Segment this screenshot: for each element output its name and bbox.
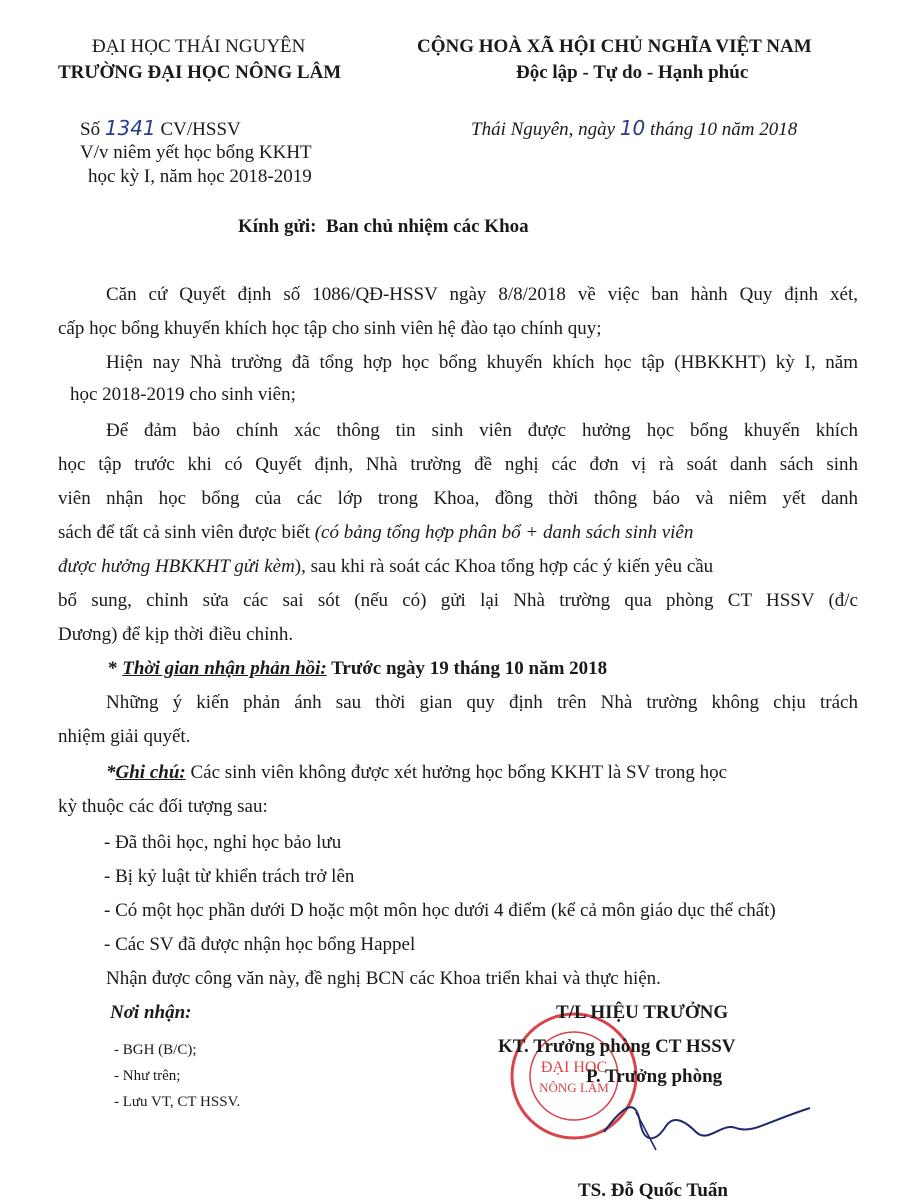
date-part-2: tháng 10 năm 2018 [650, 119, 798, 140]
note-line2: kỳ thuộc các đối tượng sau: [58, 796, 268, 817]
issue-date [471, 116, 797, 141]
para2-line1: Hiện nay Nhà trường đã tổng hợp học bổng khuyến khích học tập (HBKKHT) kỳ I, năm [106, 352, 858, 373]
para3-line4-a: sách để tất cả sinh viên được biết [58, 522, 310, 543]
recipient [238, 216, 529, 238]
handwritten-signature-icon [596, 1092, 816, 1156]
list-item: - Các SV đã được nhận học bổng Happel [104, 934, 416, 955]
para4-line1: Những ý kiến phản ánh sau thời gian quy định trên Nhà trường không chịu trách [106, 692, 858, 713]
recipients-item: - BGH (B/C); [114, 1042, 197, 1058]
note-text: Các sinh viên không được xét hưởng học bổng KKHT là SV trong học [185, 762, 728, 783]
note-label: Ghi chú: [115, 762, 186, 783]
para3-line3: viên nhận học bổng của các lớp trong Khoa, đồng thời thông báo và niêm yết danh [58, 488, 858, 509]
recipients-item: - Lưu VT, CT HSSV. [114, 1094, 241, 1110]
attachment-note: (có bảng tổng hợp phân bổ + danh sách sinh viên [314, 522, 694, 543]
signature-role: KT. Trưởng phòng CT HSSV [498, 1036, 736, 1057]
recipient-label: Kính gửi: [238, 216, 317, 237]
para3-line1: Để đảm bảo chính xác thông tin sinh viên được hưởng học bổng khuyến khích [106, 420, 858, 441]
list-item: - Có một học phần dưới D hoặc một môn học dưới 4 điểm (kể cả môn giáo dục thể chất) [104, 900, 776, 921]
para1-line2: cấp học bổng khuyến khích học tập cho sinh viên hệ đào tạo chính quy; [58, 318, 602, 339]
para3-line5-b: ), sau khi rà soát các Khoa tổng hợp các ý kiến yêu cầu [294, 556, 714, 577]
deadline-label: Thời gian nhận phản hồi: [122, 658, 327, 679]
para3-line2: học tập trước khi có Quyết định, Nhà trường đề nghị các đơn vị rà soát danh sách sinh [58, 454, 858, 475]
national-motto: Độc lập - Tự do - Hạnh phúc [516, 62, 749, 83]
seal-text-1: ĐẠI HỌC [540, 1059, 608, 1076]
signature-subrole: P. Trưởng phòng [586, 1066, 723, 1087]
signature-title: T/L HIỆU TRƯỞNG [556, 1002, 729, 1023]
deadline-value: Trước ngày 19 tháng 10 năm 2018 [326, 658, 608, 679]
school-name: TRƯỜNG ĐẠI HỌC NÔNG LÂM [58, 62, 342, 83]
deadline-star: * [108, 658, 123, 679]
signer-name: TS. Đỗ Quốc Tuấn [578, 1180, 728, 1201]
para3-line6: bổ sung, chỉnh sửa các sai sót (nếu có) gửi lại Nhà trường qua phòng CT HSSV (đ/c [58, 590, 858, 611]
recipients-item: - Như trên; [114, 1068, 181, 1084]
note-star: * [106, 762, 116, 783]
list-item: - Bị kỷ luật từ khiển trách trở lên [104, 866, 355, 887]
para3-line7: Dương) để kịp thời điều chỉnh. [58, 624, 294, 645]
deadline [108, 652, 607, 686]
para4-line2: nhiệm giải quyết. [58, 726, 191, 747]
doc-number-suffix: CV/HSSV [160, 119, 241, 140]
doc-number-handwritten: 1341 [104, 116, 156, 140]
recipients-title: Nơi nhận: [110, 1002, 192, 1023]
doc-number-prefix: Số [80, 119, 101, 140]
national-title: CỘNG HOÀ XÃ HỘI CHỦ NGHĨA VIỆT NAM [417, 36, 812, 57]
doc-number [80, 116, 241, 141]
date-day-handwritten: 10 [619, 116, 646, 140]
recipient-name: Ban chủ nhiệm các Khoa [325, 216, 529, 237]
closing-line: Nhận được công văn này, đề nghị BCN các Khoa triển khai và thực hiện. [106, 968, 661, 989]
para1-line1: Căn cứ Quyết định số 1086/QĐ-HSSV ngày 8/8/2018 về việc ban hành Quy định xét, [106, 284, 858, 305]
seal-text-2: NÔNG LÂM [539, 1080, 609, 1095]
para3-line5 [58, 550, 713, 584]
subject-line-1: V/v niêm yết học bổng KKHT [80, 142, 312, 163]
attachment-note-cont: được hưởng HBKKHT gửi kèm [58, 556, 295, 577]
list-item: - Đã thôi học, nghỉ học bảo lưu [104, 832, 342, 853]
date-part-1: Thái Nguyên, ngày [471, 119, 616, 140]
subject-line-2: học kỳ I, năm học 2018-2019 [88, 166, 312, 187]
note-line1 [106, 756, 858, 790]
para3-line4 [58, 516, 858, 550]
para2-line2: học 2018-2019 cho sinh viên; [70, 384, 296, 405]
university-name: ĐẠI HỌC THÁI NGUYÊN [92, 36, 306, 57]
